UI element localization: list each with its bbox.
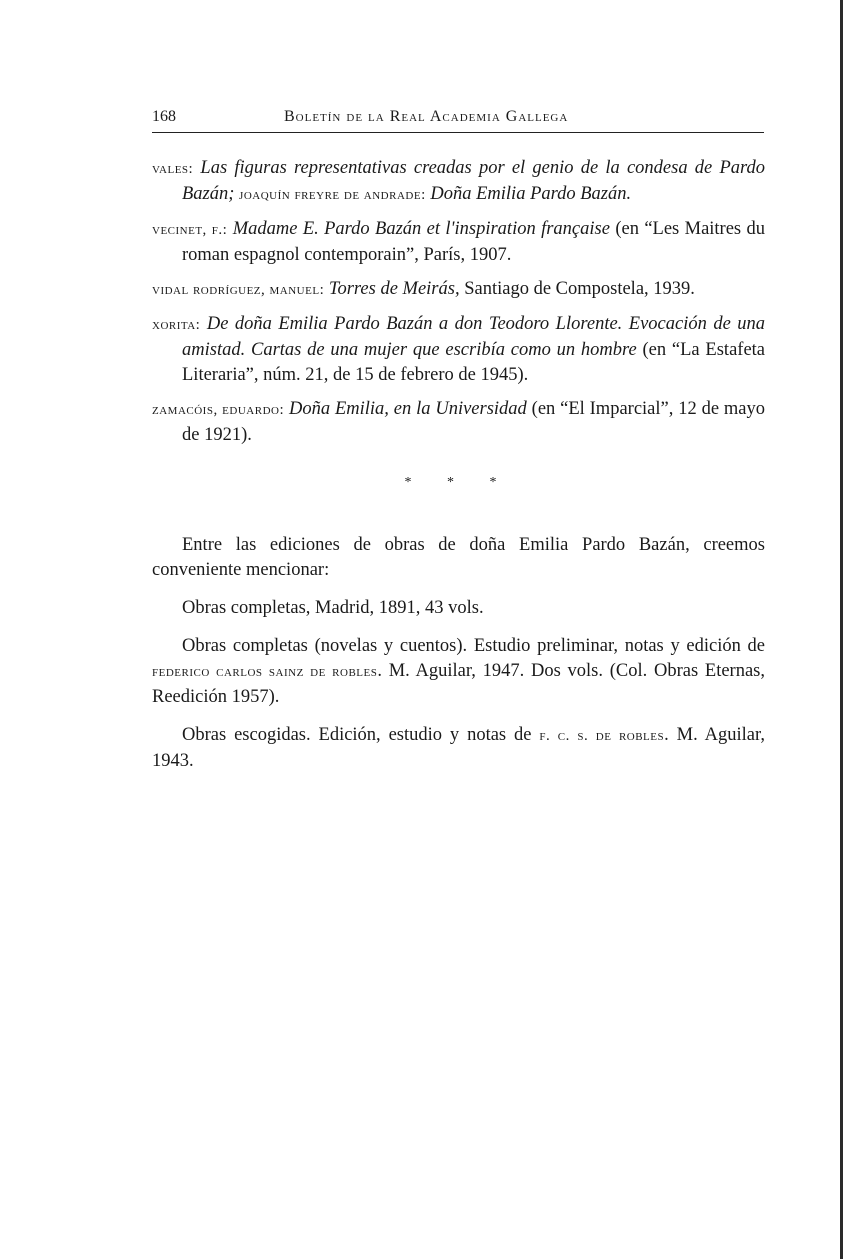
bib-entry-vecinet bbox=[152, 217, 765, 268]
running-header bbox=[152, 106, 764, 133]
bib-title: Doña Emilia Pardo Bazán. bbox=[430, 184, 632, 204]
bib-title: Las figuras representativas creadas por el genio de la condesa de Pardo Bazán; bbox=[182, 158, 766, 204]
bib-details: (en “La Estafeta Literaria”, núm. 21, de 15 de febrero de 1945). bbox=[182, 340, 766, 385]
bib-entry-zamacois bbox=[152, 397, 765, 448]
intro-paragraph: Entre las ediciones de obras de doña Emilia Pardo Bazán, creemos conveniente mencionar: bbox=[152, 535, 765, 580]
bib-title: Madame E. Pardo Bazán et l'inspiration française bbox=[232, 219, 610, 239]
editor-name: f. c. s. de robles bbox=[539, 728, 665, 744]
bib-entry-vidal bbox=[152, 277, 765, 303]
bib-details: (en “El Imparcial”, 12 de mayo de 1921). bbox=[182, 399, 765, 445]
text-run: . M. Aguilar, 1943. bbox=[152, 725, 765, 771]
bib-author: zamacóis, eduardo: bbox=[152, 402, 285, 418]
bib-entry-xorita bbox=[152, 312, 765, 388]
text-run: . M. Aguilar, 1947. Dos vols. (Col. Obras Eternas, Reedición 1957). bbox=[152, 661, 765, 707]
scan-edge bbox=[840, 0, 843, 1259]
edition-paragraph-escogidas bbox=[152, 723, 765, 774]
bib-entry-vales bbox=[152, 156, 765, 208]
bib-author: vecinet, f.: bbox=[152, 222, 228, 238]
bib-author: joaquín freyre de andrade: bbox=[239, 187, 426, 203]
text-run: Obras escogidas. Edición, estudio y notas de bbox=[182, 725, 540, 745]
bib-title: De doña Emilia Pardo Bazán a don Teodoro Llorente. Evocación de una amistad. Cartas de una mujer que escribía como un hombre bbox=[182, 314, 765, 360]
bib-details: (en “Les Maitres du roman espagnol contemporain”, París, 1907. bbox=[182, 219, 766, 265]
text-run: Obras completas (novelas y cuentos). Estudio preliminar, notas y edición de bbox=[182, 636, 765, 656]
bib-title: Doña Emilia, en la Universidad bbox=[288, 399, 527, 419]
page-body bbox=[152, 156, 765, 787]
edition-paragraph-aguilar-1947 bbox=[152, 634, 765, 710]
bib-author: xorita: bbox=[152, 317, 201, 333]
bib-title: Torres de Meirás, bbox=[328, 279, 460, 299]
edition-paragraph-1891: Obras completas, Madrid, 1891, 43 vols. bbox=[182, 598, 484, 618]
page-number: 168 bbox=[152, 108, 176, 125]
bib-author: vidal rodríguez, manuel: bbox=[152, 282, 325, 298]
bib-details: Santiago de Compostela, 1939. bbox=[459, 279, 695, 299]
running-title: Boletín de la Real Academia Gallega bbox=[284, 108, 569, 125]
editor-name: federico carlos sainz de robles bbox=[152, 664, 378, 680]
section-separator: * * * bbox=[404, 475, 513, 490]
bib-author: vales: bbox=[152, 161, 194, 177]
